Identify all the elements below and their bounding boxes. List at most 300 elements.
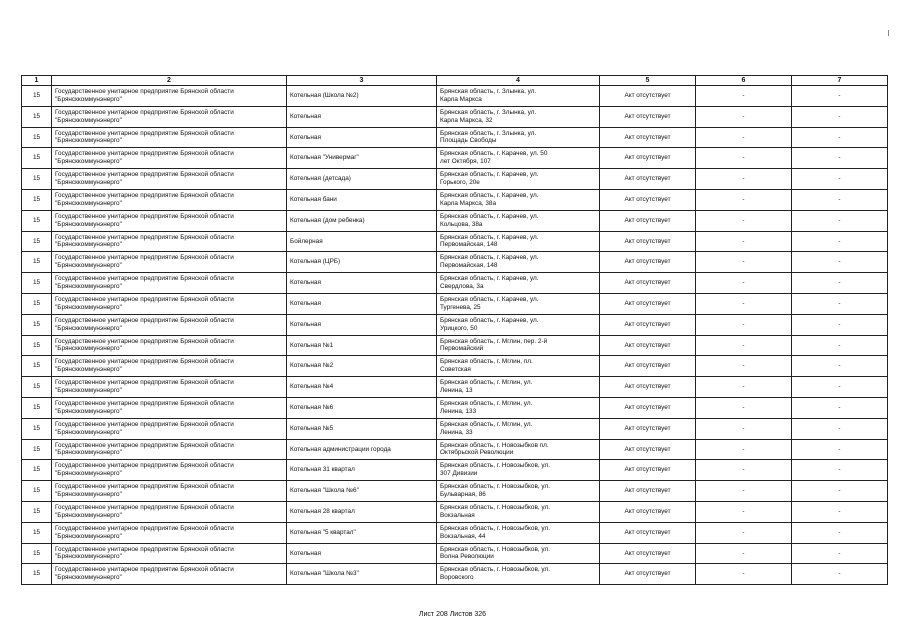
object-cell: Котельная администрации города [287,439,437,460]
organization-line: "Брянсккоммунэнерго" [55,387,122,395]
organization-line: Государственное унитарное предприятие Брянской области [55,524,234,532]
column-6-cell: - [696,106,792,127]
organization-line: Государственное унитарное предприятие Брянской области [55,150,234,158]
column-6-cell: - [696,169,792,190]
address-cell [437,564,600,585]
organization-line: Государственное унитарное предприятие Брянской области [55,108,234,116]
address-line: Горького, 20е [440,179,480,187]
object-cell: Котельная "5 квартал" [287,522,437,543]
address-line: Урицкого, 50 [440,324,478,332]
address-line: Брянская область, г. Карачев, ул. [440,171,539,179]
object-cell: Котельная "Школа №3" [287,564,437,585]
column-6-cell: - [696,86,792,107]
address-line: Октябрьской Революции [440,449,514,457]
address-cell [437,397,600,418]
table-row [22,418,888,439]
table-row [22,210,888,231]
organization-line: "Брянсккоммунэнерго" [55,407,122,415]
organization-line: Государственное унитарное предприятие Брянской области [55,129,234,137]
row-number: 15 [22,148,52,169]
organization-line: "Брянсккоммунэнерго" [55,511,122,519]
table-row [22,252,888,273]
organization-line: "Брянсккоммунэнерго" [55,116,122,124]
address-line: Кольцова, 38а [440,220,483,228]
object-cell: Котельная (дом ребенка) [287,210,437,231]
table-row [22,106,888,127]
table-row [22,335,888,356]
row-number: 15 [22,377,52,398]
address-line: Карла Маркса [440,95,482,103]
address-line: Ленина, 13 [440,387,473,395]
address-line: Площадь Свободы [440,137,497,145]
column-6-cell: - [696,273,792,294]
table-row [22,273,888,294]
table-row [22,564,888,585]
row-number: 15 [22,418,52,439]
address-cell [437,106,600,127]
organization-line: Государственное унитарное предприятие Брянской области [55,254,234,262]
table-row [22,522,888,543]
address-cell [437,252,600,273]
organization-line: "Брянсккоммунэнерго" [55,470,122,478]
address-line: Первомайский [440,345,484,353]
organization-cell [52,273,287,294]
organization-cell [52,127,287,148]
column-6-cell: - [696,397,792,418]
column-7-cell: - [792,252,888,273]
organization-line: "Брянсккоммунэнерго" [55,137,122,145]
object-cell: Котельная №4 [287,377,437,398]
row-number: 15 [22,210,52,231]
row-number: 15 [22,481,52,502]
object-cell: Котельная №2 [287,356,437,377]
row-number: 15 [22,356,52,377]
address-line: Брянская область, г. Мглин, пл. [440,358,533,366]
row-number: 15 [22,543,52,564]
organization-cell [52,522,287,543]
organization-cell [52,169,287,190]
column-7-cell: - [792,335,888,356]
column-6-cell: - [696,418,792,439]
column-6-cell: - [696,293,792,314]
row-number: 15 [22,293,52,314]
column-6-cell: - [696,522,792,543]
column-7-cell: - [792,418,888,439]
address-line: Брянская область, г. Карачев, ул. 50 [440,150,548,158]
table-row [22,543,888,564]
table-row [22,439,888,460]
column-7-cell: - [792,86,888,107]
table-row [22,460,888,481]
row-number: 15 [22,127,52,148]
organization-line: "Брянсккоммунэнерго" [55,158,122,166]
table-row [22,231,888,252]
status-cell: Акт отсутствует [600,169,696,190]
address-line: Брянская область, г. Карачев, ул. [440,212,539,220]
organization-line: Государственное унитарное предприятие Брянской области [55,275,234,283]
address-line: Брянская область, г. Злынка, ул. [440,108,537,116]
status-cell: Акт отсутствует [600,522,696,543]
organization-line: "Брянсккоммунэнерго" [55,199,122,207]
organization-line: "Брянсккоммунэнерго" [55,366,122,374]
status-cell: Акт отсутствует [600,210,696,231]
object-cell: Котельная "Универмаг" [287,148,437,169]
column-6-cell: - [696,481,792,502]
column-6-cell: - [696,501,792,522]
address-cell [437,356,600,377]
organization-line: "Брянсккоммунэнерго" [55,449,122,457]
organization-cell [52,148,287,169]
organization-line: "Брянсккоммунэнерго" [55,179,122,187]
status-cell: Акт отсутствует [600,189,696,210]
address-cell [437,293,600,314]
column-7-cell: - [792,501,888,522]
column-7-cell: - [792,210,888,231]
organization-line: Государственное унитарное предприятие Брянской области [55,358,234,366]
column-7-cell: - [792,356,888,377]
address-line: Брянская область, г. Новозыбков, ул. [440,524,550,532]
status-cell: Акт отсутствует [600,127,696,148]
address-line: Советская [440,366,471,374]
organization-line: Государственное унитарное предприятие Брянской области [55,88,234,96]
column-header-5: 5 [600,76,696,86]
row-number: 15 [22,106,52,127]
status-cell: Акт отсутствует [600,148,696,169]
object-cell: Котельная (детсада) [287,169,437,190]
organization-cell [52,335,287,356]
column-6-cell: - [696,252,792,273]
address-line: Брянская область, г. Карачев, ул. [440,275,539,283]
column-7-cell: - [792,439,888,460]
status-cell: Акт отсутствует [600,273,696,294]
organization-line: Государственное унитарное предприятие Брянской области [55,296,234,304]
column-6-cell: - [696,439,792,460]
column-7-cell: - [792,460,888,481]
address-line: Первомайская, 148 [440,262,498,270]
address-line: Воровского [440,574,474,582]
status-cell: Акт отсутствует [600,106,696,127]
address-cell [437,189,600,210]
organization-cell [52,106,287,127]
column-6-cell: - [696,460,792,481]
organization-line: Государственное унитарное предприятие Брянской области [55,233,234,241]
row-number: 15 [22,252,52,273]
organization-cell [52,481,287,502]
column-7-cell: - [792,564,888,585]
address-line: Брянская область, г. Карачев, ул. [440,233,539,241]
organization-cell [52,210,287,231]
address-cell [437,460,600,481]
organization-line: Государственное унитарное предприятие Брянской области [55,171,234,179]
organization-cell [52,564,287,585]
status-cell: Акт отсутствует [600,231,696,252]
address-line: Брянская область, г. Карачев, ул. [440,296,539,304]
organization-line: Государственное унитарное предприятие Брянской области [55,545,234,553]
facilities-table [21,75,888,585]
organization-cell [52,189,287,210]
address-line: Брянская область, г. Новозыбков, ул. [440,504,550,512]
organization-line: "Брянсккоммунэнерго" [55,241,122,249]
organization-line: "Брянсккоммунэнерго" [55,532,122,540]
row-number: 15 [22,522,52,543]
address-line: Брянская область, г. Мглин, ул. [440,420,533,428]
organization-line: "Брянсккоммунэнерго" [55,345,122,353]
address-cell [437,335,600,356]
status-cell: Акт отсутствует [600,501,696,522]
column-7-cell: - [792,231,888,252]
organization-line: Государственное унитарное предприятие Брянской области [55,337,234,345]
organization-line: "Брянсккоммунэнерго" [55,262,122,270]
status-cell: Акт отсутствует [600,543,696,564]
object-cell: Бойлерная [287,231,437,252]
address-line: Брянская область, г. Мглин, ул. [440,379,533,387]
object-cell: Котельная №1 [287,335,437,356]
organization-line: "Брянсккоммунэнерго" [55,95,122,103]
column-7-cell: - [792,377,888,398]
address-line: Вокзальная, 44 [440,532,486,540]
organization-cell [52,397,287,418]
organization-line: Государственное унитарное предприятие Брянской области [55,316,234,324]
column-7-cell: - [792,314,888,335]
status-cell: Акт отсутствует [600,293,696,314]
address-cell [437,127,600,148]
header-row [22,76,888,86]
row-number: 15 [22,397,52,418]
address-line: 307 Дивизии [440,470,478,478]
address-cell [437,273,600,294]
organization-line: Государственное унитарное предприятие Брянской области [55,483,234,491]
table-row [22,356,888,377]
organization-cell [52,252,287,273]
column-header-1: 1 [22,76,52,86]
status-cell: Акт отсутствует [600,439,696,460]
address-line: Свердлова, 3а [440,283,484,291]
address-line: Первомайская, 148 [440,241,498,249]
object-cell: Котельная [287,314,437,335]
column-header-3: 3 [287,76,437,86]
address-line: Брянская область, г. Новозыбков, ул. [440,483,550,491]
address-line: Брянская область, г. Злынка, ул. [440,129,537,137]
address-line: Брянская область, г. Карачев, ул. [440,192,539,200]
status-cell: Акт отсутствует [600,481,696,502]
object-cell: Котельная (Школа №2) [287,86,437,107]
column-6-cell: - [696,127,792,148]
column-6-cell: - [696,564,792,585]
organization-line: Государственное унитарное предприятие Брянской области [55,441,234,449]
status-cell: Акт отсутствует [600,460,696,481]
row-number: 15 [22,231,52,252]
organization-line: Государственное унитарное предприятие Брянской области [55,192,234,200]
object-cell: Котельная [287,106,437,127]
column-7-cell: - [792,293,888,314]
table-row [22,314,888,335]
address-line: Брянская область, г. Новозыбков, ул. [440,545,550,553]
row-number: 15 [22,314,52,335]
address-cell [437,543,600,564]
organization-cell [52,356,287,377]
organization-line: "Брянсккоммунэнерго" [55,283,122,291]
column-header-2: 2 [52,76,287,86]
table-row [22,501,888,522]
object-cell: Котельная (ЦРБ) [287,252,437,273]
column-6-cell: - [696,377,792,398]
column-6-cell: - [696,314,792,335]
organization-line: "Брянсккоммунэнерго" [55,553,122,561]
status-cell: Акт отсутствует [600,335,696,356]
organization-cell [52,377,287,398]
column-7-cell: - [792,127,888,148]
address-cell [437,148,600,169]
address-line: Ленина, 33 [440,428,473,436]
column-7-cell: - [792,273,888,294]
table-row [22,481,888,502]
status-cell: Акт отсутствует [600,252,696,273]
address-cell [437,169,600,190]
object-cell: Котельная [287,293,437,314]
organization-cell [52,543,287,564]
table-body [22,86,888,585]
address-line: Брянская область, г. Злынка, ул. [440,88,537,96]
address-line: Брянская область, г. Новозыбков пл. [440,441,549,449]
row-number: 15 [22,189,52,210]
column-6-cell: - [696,335,792,356]
column-7-cell: - [792,481,888,502]
status-cell: Акт отсутствует [600,356,696,377]
address-line: Ленина, 133 [440,407,477,415]
address-cell [437,501,600,522]
address-cell [437,210,600,231]
address-line: Брянская область, г. Мглин, ул. [440,400,533,408]
address-line: Тургенева, 25 [440,303,481,311]
table-row [22,397,888,418]
address-cell [437,439,600,460]
organization-cell [52,439,287,460]
address-cell [437,86,600,107]
organization-cell [52,314,287,335]
column-6-cell: - [696,543,792,564]
organization-line: "Брянсккоммунэнерго" [55,324,122,332]
organization-cell [52,293,287,314]
organization-line: "Брянсккоммунэнерго" [55,574,122,582]
address-cell [437,522,600,543]
column-6-cell: - [696,148,792,169]
organization-cell [52,86,287,107]
column-header-7: 7 [792,76,888,86]
address-line: Карла Маркса, 38а [440,199,497,207]
row-number: 15 [22,564,52,585]
organization-line: "Брянсккоммунэнерго" [55,491,122,499]
page-number: Лист 208 Листов 326 [418,611,487,618]
column-7-cell: - [792,543,888,564]
organization-cell [52,231,287,252]
organization-line: Государственное унитарное предприятие Брянской области [55,566,234,574]
address-line: Брянская область, г. Карачев, ул. [440,254,539,262]
row-number: 15 [22,501,52,522]
row-number: 15 [22,273,52,294]
organization-line: "Брянсккоммунэнерго" [55,428,122,436]
address-line: Брянская область, г. Новозыбков, ул. [440,462,550,470]
row-number: 15 [22,169,52,190]
organization-line: Государственное унитарное предприятие Брянской области [55,212,234,220]
organization-cell [52,501,287,522]
address-cell [437,314,600,335]
table-row [22,127,888,148]
table-row [22,189,888,210]
status-cell: Акт отсутствует [600,418,696,439]
column-7-cell: - [792,189,888,210]
object-cell: Котельная "Школа №6" [287,481,437,502]
column-7-cell: - [792,397,888,418]
status-cell: Акт отсутствует [600,377,696,398]
column-6-cell: - [696,356,792,377]
column-7-cell: - [792,148,888,169]
object-cell: Котельная №6 [287,397,437,418]
table-row [22,293,888,314]
address-cell [437,418,600,439]
row-number: 15 [22,460,52,481]
table-row [22,86,888,107]
address-line: Брянская область, г. Новозыбков, ул. [440,566,550,574]
column-header-4: 4 [437,76,600,86]
table-row [22,148,888,169]
address-line: Волна Революции [440,553,494,561]
row-number: 15 [22,86,52,107]
organization-line: Государственное унитарное предприятие Брянской области [55,400,234,408]
object-cell: Котельная 31 квартал [287,460,437,481]
row-number: 15 [22,439,52,460]
column-6-cell: - [696,189,792,210]
address-cell [437,481,600,502]
object-cell: Котельная 28 квартал [287,501,437,522]
status-cell: Акт отсутствует [600,86,696,107]
scan-mark [888,30,889,36]
address-cell [437,377,600,398]
column-6-cell: - [696,231,792,252]
organization-cell [52,460,287,481]
address-line: Брянская область, г. Мглин, пер. 2-й [440,337,548,345]
object-cell: Котельная бани [287,189,437,210]
organization-cell [52,418,287,439]
object-cell: Котельная [287,127,437,148]
organization-line: "Брянсккоммунэнерго" [55,303,122,311]
object-cell: Котельная №5 [287,418,437,439]
object-cell: Котельная [287,273,437,294]
address-line: Вокзальная [440,511,475,519]
organization-line: Государственное унитарное предприятие Брянской области [55,504,234,512]
object-cell: Котельная [287,543,437,564]
organization-line: Государственное унитарное предприятие Брянской области [55,462,234,470]
table-row [22,169,888,190]
table-row [22,377,888,398]
column-6-cell: - [696,210,792,231]
status-cell: Акт отсутствует [600,564,696,585]
column-header-6: 6 [696,76,792,86]
address-line: Бульварная, 86 [440,491,486,499]
column-7-cell: - [792,106,888,127]
organization-line: Государственное унитарное предприятие Брянской области [55,420,234,428]
column-7-cell: - [792,522,888,543]
row-number: 15 [22,335,52,356]
status-cell: Акт отсутствует [600,314,696,335]
status-cell: Акт отсутствует [600,397,696,418]
column-7-cell: - [792,169,888,190]
address-line: Брянская область, г. Карачев, ул. [440,316,539,324]
address-line: Карла Маркса, 32 [440,116,493,124]
organization-line: "Брянсккоммунэнерго" [55,220,122,228]
organization-line: Государственное унитарное предприятие Брянской области [55,379,234,387]
address-line: лет Октября, 107 [440,158,491,166]
address-cell [437,231,600,252]
